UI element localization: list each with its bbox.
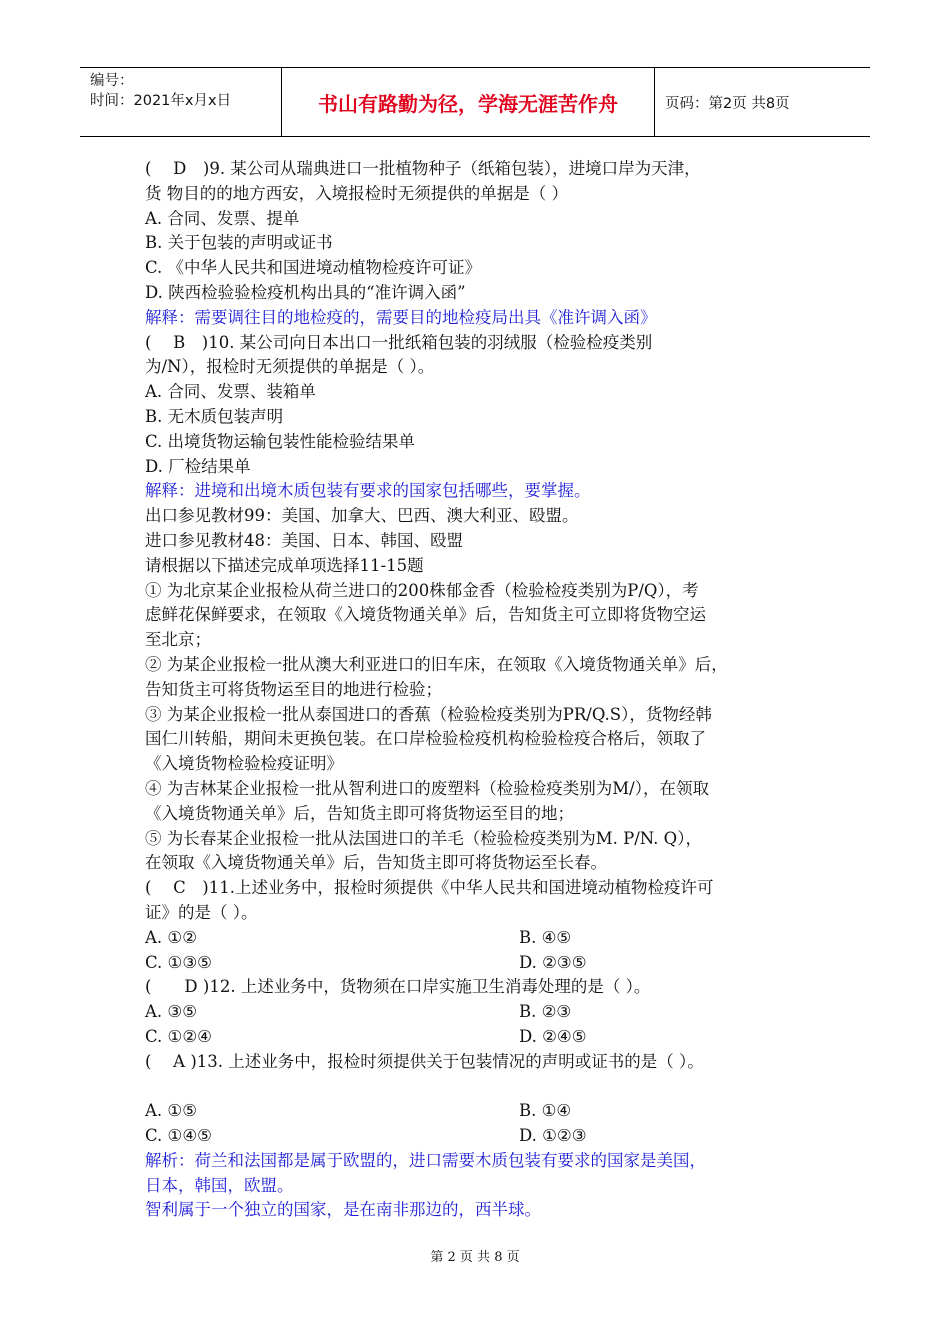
q10-stem-line1: ( B )10. 某公司向日本出口一批纸箱包装的羽绒服（检验检疫类别 [145, 332, 653, 352]
q12-options-row2 [145, 1025, 813, 1050]
q12-options-row1 [145, 1000, 813, 1025]
q13-explanation-line2: 日本，韩国，欧盟。 [145, 1175, 294, 1195]
q9-option-b: B. 关于包装的声明或证书 [145, 233, 333, 253]
q11-option-c: C. ①③⑤ [145, 952, 212, 972]
q10-explanation: 解释：进境和出境木质包装有要求的国家包括哪些，要掌握。 [145, 481, 591, 501]
q10-option-d: D. 厂检结果单 [145, 456, 251, 476]
q11-option-d: D. ②③⑤ [519, 952, 587, 972]
q12-stem: ( D )12. 上述业务中，货物须在口岸实施卫生消毒处理的是（ ）。 [145, 977, 651, 997]
q12-option-a: A. ③⑤ [145, 1002, 197, 1022]
q13-explanation-line3: 智利属于一个独立的国家，是在南非那边的，西半球。 [145, 1200, 541, 1220]
date-label: 时间：2021年x月x日 [90, 93, 232, 109]
q9-stem-line2: 货 物目的的地方西安，入境报检时无须提供的单据是（ ） [145, 183, 568, 203]
scenario-4-line2: 《入境货物通关单》后，告知货主即可将货物运至目的地； [145, 803, 574, 823]
reference-import: 进口参见教材48：美国、日本、韩国、殴盟 [145, 530, 463, 550]
scenario-5-line1: ⑤ 为长春某企业报检一批从法国进口的羊毛（检验检疫类别为M. P/N. Q）， [145, 828, 702, 848]
q10-option-a: A. 合同、发票、装箱单 [145, 382, 316, 402]
q13-option-d: D. ①②③ [519, 1126, 587, 1146]
scenario-3-line3: 《入境货物检验检疫证明》 [145, 754, 343, 774]
spacer [145, 1074, 813, 1099]
q11-stem-line1: ( C )11.上述业务中，报检时须提供《中华人民共和国进境动植物检疫许可 [145, 878, 714, 898]
q12-option-c: C. ①②④ [145, 1026, 212, 1046]
scenario-5-line2: 在领取《入境货物通关单》后，告知货主即可将货物运至长春。 [145, 853, 607, 873]
q9-stem-line1: ( D )9. 某公司从瑞典进口一批植物种子（纸箱包装），进境口岸为天津， [145, 159, 701, 178]
header-meta [80, 68, 282, 136]
page-footer: 第 2 页 共 8 页 [430, 1250, 520, 1265]
code-label: 编号： [90, 73, 134, 89]
scenario-intro: 请根据以下描述完成单项选择11-15题 [145, 555, 424, 575]
scenario-4-line1: ④ 为吉林某企业报检一批从智利进口的废塑料（检验检疫类别为M/），在领取 [145, 778, 709, 798]
scenario-2-line1: ② 为某企业报检一批从澳大利亚进口的旧车床，在领取《入境货物通关单》后， [145, 654, 728, 674]
q12-option-b: B. ②③ [519, 1002, 572, 1022]
q10-stem-line2: 为/N），报检时无须提供的单据是（ ）。 [145, 357, 435, 377]
q13-option-c: C. ①④⑤ [145, 1126, 212, 1146]
scenario-1-line2: 虑鲜花保鲜要求，在领取《入境货物通关单》后，告知货主可立即将货物空运 [145, 605, 706, 625]
page-header [80, 67, 870, 137]
q9-explanation: 解释：需要调往目的地检疫的，需要目的地检疫局出具《准许调入函》 [145, 307, 657, 327]
q13-options-row2 [145, 1124, 813, 1149]
q13-stem: ( A )13. 上述业务中，报检时须提供关于包装情况的声明或证书的是（ ）。 [145, 1051, 704, 1071]
reference-export: 出口参见教材99：美国、加拿大、巴西、澳大利亚、殴盟。 [145, 506, 579, 526]
document-body [145, 157, 813, 1223]
q9-option-c: C. 《中华人民共和国进境动植物检疫许可证》 [145, 258, 482, 278]
scenario-1-line1: ① 为北京某企业报检从荷兰进口的200株郁金香（检验检疫类别为P/Q），考 [145, 580, 699, 600]
q13-option-b: B. ①④ [519, 1101, 572, 1121]
q11-stem-line2: 证》的是（ ）。 [145, 902, 258, 922]
q9-option-d: D. 陕西检验验检疫机构出具的“准许调入函” [145, 282, 466, 302]
q11-option-a: A. ①② [145, 927, 197, 947]
q11-options-row2 [145, 951, 813, 976]
header-page-label: 页码：第2页 共8页 [665, 95, 790, 112]
scenario-2-line2: 告知货主可将货物运至目的地进行检验； [145, 679, 442, 699]
q13-option-a: A. ①⑤ [145, 1101, 197, 1121]
scenario-3-line2: 国仁川转船，期间未更换包装。在口岸检验检疫机构检验检疫合格后，领取了 [145, 729, 706, 749]
scenario-3-line1: ③ 为某企业报检一批从泰国进口的香蕉（检验检疫类别为PR/Q.S），货物经韩 [145, 704, 712, 724]
q10-option-c: C. 出境货物运输包装性能检验结果单 [145, 431, 416, 451]
scenario-1-line3: 至北京； [145, 630, 211, 650]
q12-option-d: D. ②④⑤ [519, 1026, 587, 1046]
q11-option-b: B. ④⑤ [519, 927, 572, 947]
q13-options-row1 [145, 1099, 813, 1124]
q10-option-b: B. 无木质包装声明 [145, 406, 284, 426]
q9-option-a: A. 合同、发票、提单 [145, 208, 300, 228]
header-motto: 书山有路勤为径，学海无涯苦作舟 [282, 68, 655, 136]
q11-options-row1 [145, 926, 813, 951]
q13-explanation-line1: 解析：荷兰和法国都是属于欧盟的，进口需要木质包装有要求的国家是美国， [145, 1150, 706, 1170]
